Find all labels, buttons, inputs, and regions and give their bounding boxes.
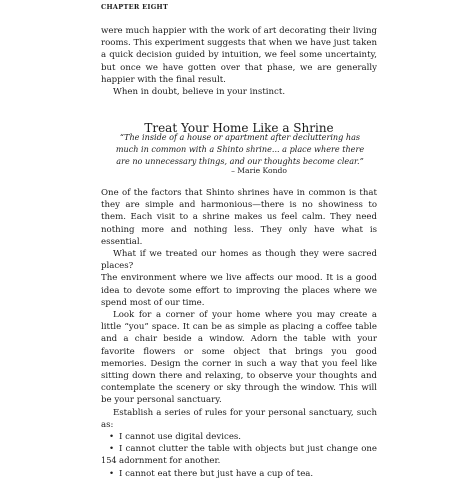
paragraph-rules-intro: Establish a series of rules for your personal sanctuary, such as:: [101, 407, 377, 430]
rule-text: I cannot clutter the table with objects but just change one adornment for another.: [119, 444, 377, 467]
list-item: [101, 443, 377, 467]
paragraph-you-space: Look for a corner of your home where you may create a little “you” space. It can be as simple as placing a coffee table and a chair beside a window. Adorn the table with your favorite flowers or some object that brings you good memories. Design the corner in such a way that you feel like sitting down there and relaxing, to observe your thoughts and contemplate the scenery or sky through the window. This will be your personal sanctuary.: [101, 310, 377, 406]
bullet-icon: •: [109, 432, 115, 443]
rule-text: I cannot eat there but just have a cup of tea.: [119, 468, 314, 479]
opening-paragraph: were much happier with the work of art decorating their living rooms. This experiment suggests that when we have just taken a quick decision guided by intuition, we feel some uncertainty, but once we have gotten over that phase, we are generally happier with the final result.: [101, 26, 377, 85]
page-number: 154: [101, 455, 117, 465]
bullet-icon: •: [109, 468, 115, 479]
section-title: Treat Your Home Like a Shrine: [144, 120, 334, 135]
bullet-icon: •: [109, 444, 115, 455]
opening-text-block: [101, 25, 377, 98]
running-head: CHAPTER EIGHT: [101, 3, 169, 11]
list-item: [101, 431, 377, 443]
paragraph-environment: The environment where we live affects our mood. It is a good idea to devote some effort to improving the places where we spend most of our time.: [101, 273, 377, 308]
epigraph-quote: “The inside of a house or apartment after decluttering has much in common with a Shinto shrine... a place where there are no unnecessary things, and our thoughts become clear.”: [115, 132, 365, 166]
book-page: [101, 0, 377, 479]
paragraph-sacred-places: What if we treated our homes as though they were sacred places?: [101, 249, 377, 272]
rule-text: I cannot use digital devices.: [119, 432, 242, 443]
paragraph-shrine-factors: One of the factors that Shinto shrines have in common is that they are simple and harmonious—there is no showiness to them. Each visit to a shrine makes us feel calm. They need nothing more and nothing less. They only have what is essential.: [101, 188, 377, 247]
opening-closing-line: When in doubt, believe in your instinct.: [113, 87, 286, 98]
main-text-block: [101, 187, 377, 480]
epigraph-attribution: – Marie Kondo: [231, 166, 287, 175]
list-item: [101, 468, 377, 480]
